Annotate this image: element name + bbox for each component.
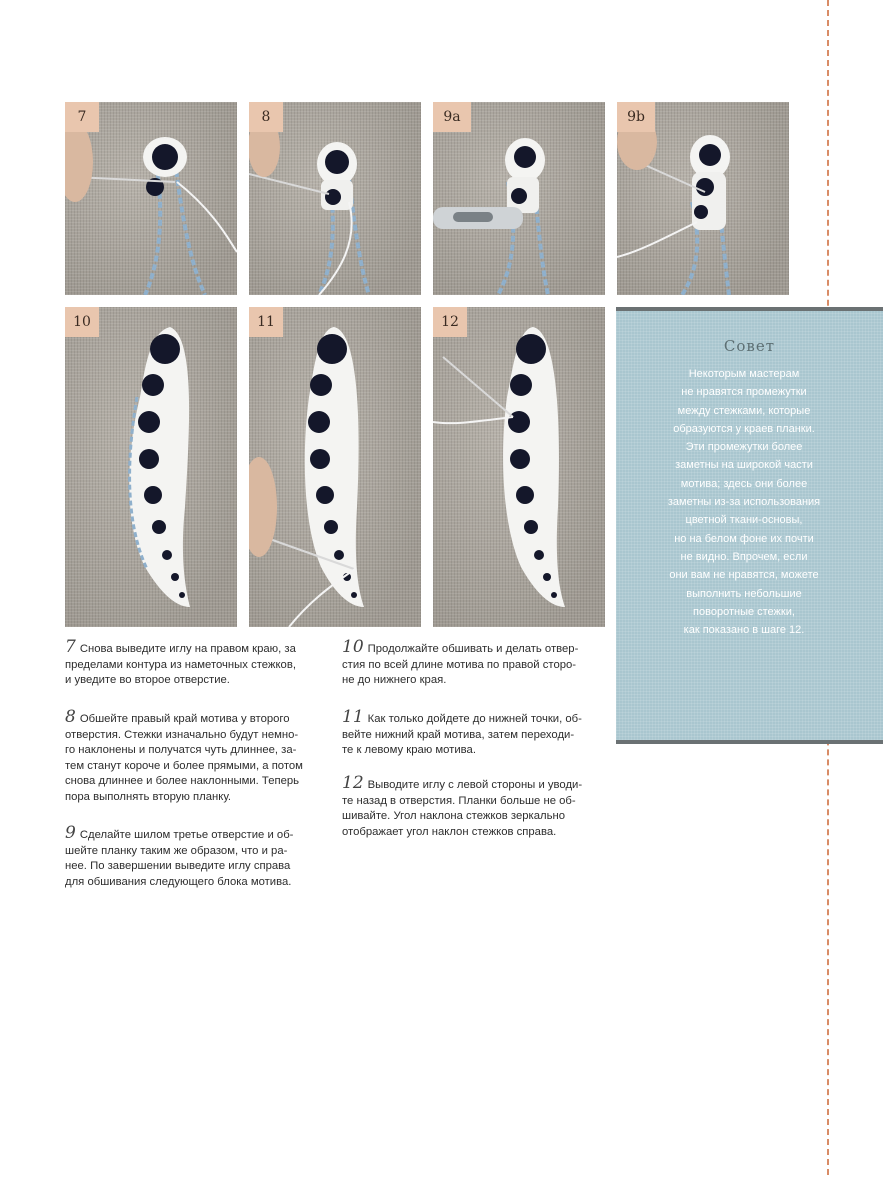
tip-line: цветной ткани-основы, xyxy=(685,514,803,527)
tip-line: заметны на широкой части xyxy=(675,459,813,472)
tip-line: Некоторым мастерам xyxy=(688,368,800,380)
step-line: для обшивания следующего блока мотива. xyxy=(65,875,292,888)
step-label: 7 xyxy=(65,102,99,132)
step-line: не до нижнего края. xyxy=(342,674,447,687)
step-line: Сделайте шилом третье отверстие и об- xyxy=(79,829,294,841)
step-number: 10 xyxy=(342,637,364,657)
step-number: 8 xyxy=(65,707,76,727)
step-label: 10 xyxy=(65,307,99,337)
step-line: нее. По завершении выведите иглу справа xyxy=(65,860,291,873)
step-line: стия по всей длине мотива по правой сторо- xyxy=(342,658,577,671)
step-photo-10 xyxy=(65,307,237,627)
step-photo-7 xyxy=(65,102,237,295)
step-line: Как только дойдете до нижней точки, об- xyxy=(367,713,582,725)
step-number: 11 xyxy=(342,707,364,727)
step-label: 12 xyxy=(433,307,467,337)
embroidery-illustration xyxy=(433,307,605,627)
tip-line: Эти промежутки более xyxy=(685,441,803,454)
tip-line: мотива; здесь они более xyxy=(680,477,808,490)
step-line: го наклонены и получатся чуть длиннее, за- xyxy=(65,744,297,757)
step-line: те к левому краю мотива. xyxy=(342,744,476,757)
step-photo-12 xyxy=(433,307,605,627)
tip-line: но на белом фоне их почти xyxy=(674,532,814,545)
step-7-text xyxy=(65,637,330,689)
tip-text xyxy=(636,365,852,639)
tip-line: не нравятся промежутки xyxy=(681,386,807,399)
tip-line: не видно. Впрочем, если xyxy=(680,550,808,563)
step-11-text xyxy=(342,707,607,759)
step-label: 9b xyxy=(617,102,655,132)
embroidery-illustration xyxy=(249,307,421,627)
step-line: пределами контура из наметочных стежков, xyxy=(65,658,296,671)
step-line: шейте планку таким же образом, что и ра- xyxy=(65,844,288,857)
step-line: отверстия. Стежки изначально будут немно- xyxy=(65,728,299,741)
step-line: Выводите иглу с левой стороны и уводи- xyxy=(367,779,583,791)
step-photo-9a xyxy=(433,102,605,295)
tip-line: выполнить небольшие xyxy=(686,587,802,600)
tip-line: между стежками, которые xyxy=(677,404,811,417)
tip-box xyxy=(616,307,883,744)
step-10-text xyxy=(342,637,607,689)
step-number: 9 xyxy=(65,823,76,843)
step-line: пора выполнять вторую планку. xyxy=(65,790,231,803)
step-photo-8 xyxy=(249,102,421,295)
step-9-text xyxy=(65,823,330,890)
step-photo-9b xyxy=(617,102,789,295)
tip-line: поворотные стежки, xyxy=(693,605,795,618)
step-line: тем станут короче и более прямыми, а потом xyxy=(65,759,303,772)
step-line: Снова выведите иглу на правом краю, за xyxy=(79,643,296,655)
step-number: 7 xyxy=(65,637,76,657)
step-label: 11 xyxy=(249,307,283,337)
step-line: Обшейте правый край мотива у второго xyxy=(79,713,290,725)
step-line: вейте нижний край мотива, затем переходи- xyxy=(342,728,575,741)
tip-line: как показано в шаге 12. xyxy=(683,624,805,637)
step-line: и уведите во второе отверстие. xyxy=(65,674,230,687)
tip-line: заметны из-за использования xyxy=(667,496,821,509)
tip-title: Совет xyxy=(723,337,776,355)
tip-line: образуются у краев планки. xyxy=(673,422,815,435)
step-label: 9a xyxy=(433,102,471,132)
step-line: те назад в отверстия. Планки больше не об- xyxy=(342,794,576,807)
step-line: отображает угол наклон стежков справа. xyxy=(342,825,557,838)
step-line: шивайте. Угол наклона стежков зеркально xyxy=(342,810,565,823)
step-12-text xyxy=(342,773,607,840)
step-number: 12 xyxy=(342,773,364,793)
step-line: Продолжайте обшивать и делать отвер- xyxy=(367,643,579,655)
step-line: снова длиннее и более наклонными. Теперь xyxy=(65,775,300,788)
step-8-text xyxy=(65,707,330,806)
tip-line: они вам не нравятся, можете xyxy=(669,569,819,582)
embroidery-illustration xyxy=(65,307,237,627)
step-label: 8 xyxy=(249,102,283,132)
step-photo-11 xyxy=(249,307,421,627)
